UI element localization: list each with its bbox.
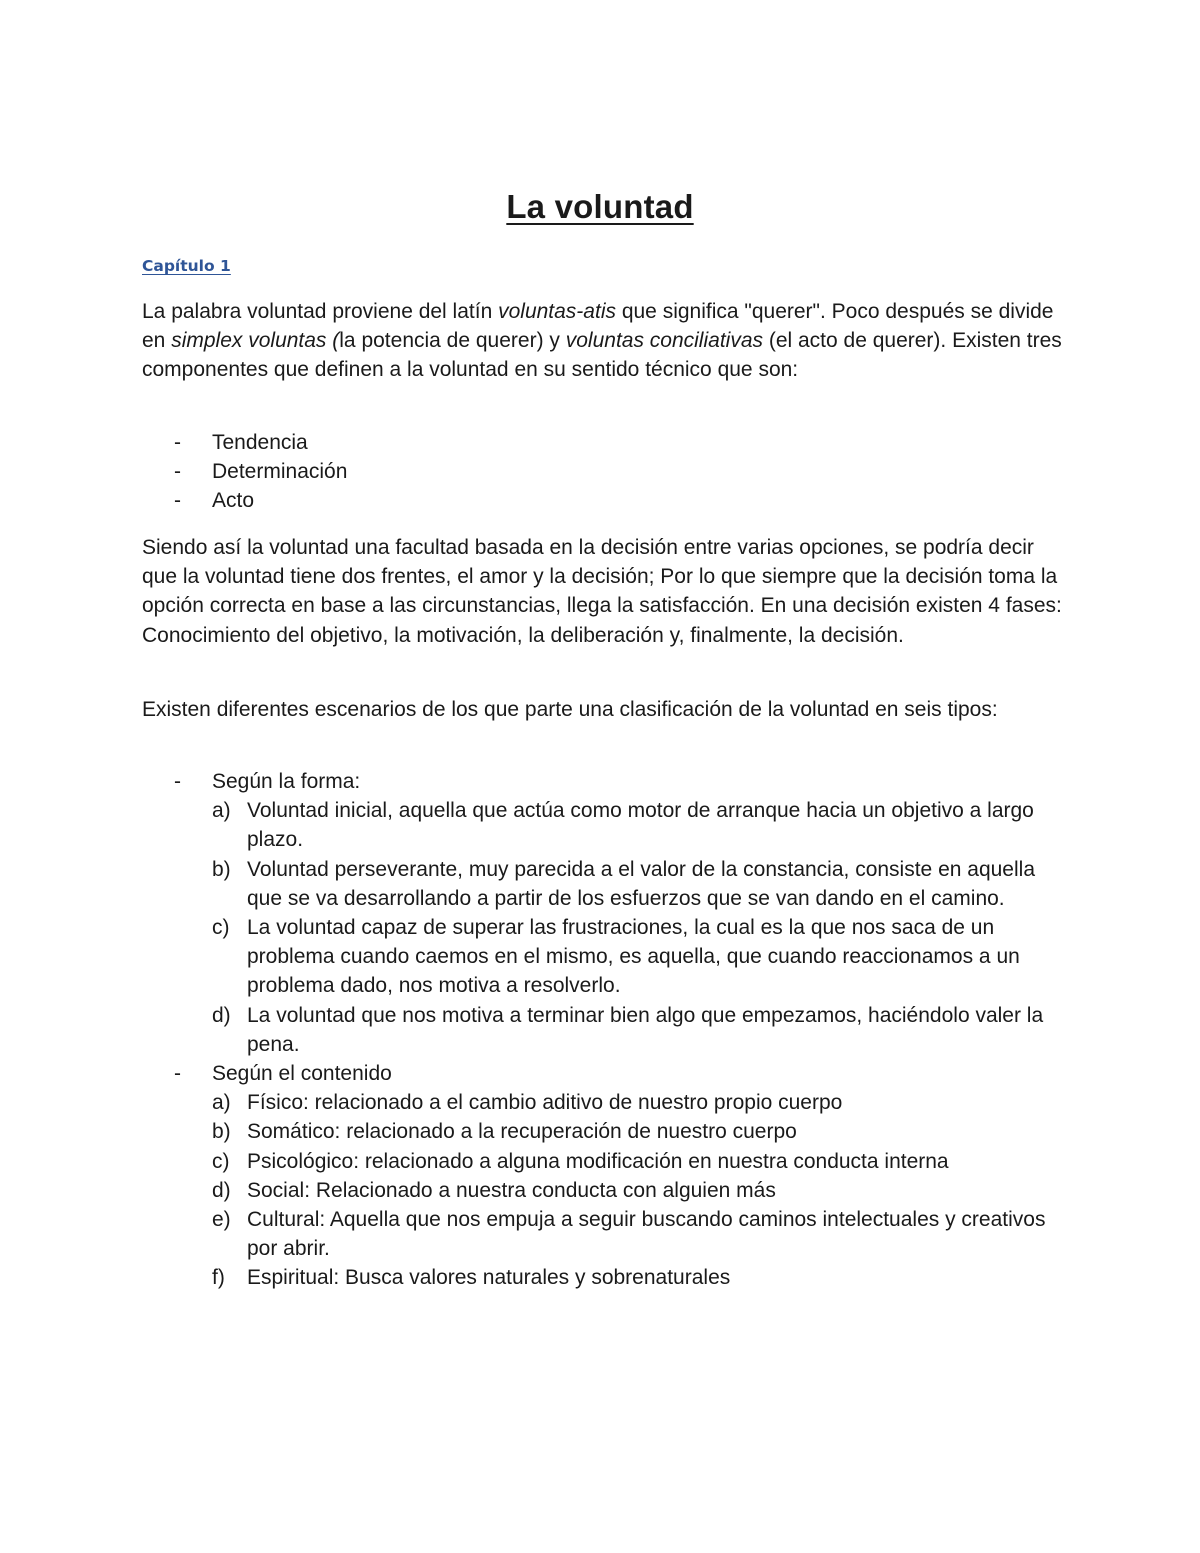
intro-text-3: la potencia de querer) y [339, 329, 566, 353]
list-item-text: Acto [212, 489, 255, 513]
sub-list [212, 1088, 1072, 1292]
sub-list-item [212, 1263, 1072, 1292]
sub-list-item [212, 1205, 1072, 1263]
sub-item-marker: a) [212, 799, 231, 823]
sub-list-item [212, 855, 1072, 913]
list-item [142, 486, 1072, 515]
sub-item-marker: b) [212, 857, 231, 881]
sub-item-text: Social: Relacionado a nuestra conducta con alguien más [247, 1178, 776, 1202]
list-item-text: Tendencia [212, 431, 308, 454]
sub-item-text: Voluntad perseverante, muy parecida a el valor de la constancia, consiste en aquella que se va desarrollando a partir de los esfuerzos que se van dando en el camino. [247, 857, 1035, 910]
components-list [142, 428, 1072, 516]
intro-italic-3: voluntas conciliativas [565, 329, 763, 353]
sub-list-item [212, 796, 1072, 854]
sub-item-marker: c) [212, 1149, 230, 1173]
sub-item-text: Físico: relacionado a el cambio aditivo de nuestro propio cuerpo [247, 1091, 843, 1115]
dash-marker: - [174, 489, 181, 513]
sub-item-text: Espiritual: Busca valores naturales y sobrenaturales [247, 1266, 731, 1290]
sub-list-item [212, 913, 1072, 1001]
sub-list-item [212, 1001, 1072, 1059]
list-item [142, 1059, 1072, 1293]
sub-item-text: Voluntad inicial, aquella que actúa como motor de arranque hacia un objetivo a largo plazo. [247, 799, 1034, 852]
intro-paragraph [142, 297, 1072, 385]
list-item-heading: Según la forma: [212, 770, 361, 793]
document-title: La voluntad [506, 188, 694, 225]
sub-item-marker: e) [212, 1208, 231, 1232]
sub-list [212, 796, 1072, 1059]
sub-item-text: La voluntad capaz de superar las frustraciones, la cual es la que nos saca de un problema cuando caemos en el mismo, es aquella, que cuando reaccionamos a un problema dado, nos motiva a resolverlo. [247, 916, 1020, 998]
sub-list-item [212, 1088, 1072, 1117]
sub-item-text: La voluntad que nos motiva a terminar bien algo que empezamos, haciéndolo valer la pena. [247, 1003, 1044, 1056]
sub-item-text: Cultural: Aquella que nos empuja a seguir buscando caminos intelectuales y creativos por abrir. [247, 1208, 1046, 1261]
classification-intro-paragraph: Existen diferentes escenarios de los que parte una clasificación de la voluntad en seis tipos: [142, 698, 998, 721]
sub-list-item [212, 1176, 1072, 1205]
sub-item-marker: d) [212, 1178, 231, 1202]
intro-italic-1: voluntas-atis [498, 300, 616, 323]
classification-list [142, 767, 1072, 1293]
list-item [142, 767, 1072, 1059]
sub-list-item [212, 1147, 1072, 1176]
list-item-heading: Según el contenido [212, 1062, 392, 1086]
sub-item-marker: d) [212, 1003, 231, 1027]
list-item-text: Determinación [212, 460, 348, 484]
list-item [142, 428, 1072, 457]
intro-text-4: (el acto de querer). Existen tres componentes que definen a la voluntad en su sentido técnico que son: [142, 329, 1062, 382]
dash-marker: - [174, 431, 181, 454]
sub-item-marker: b) [212, 1120, 231, 1144]
dash-marker: - [174, 770, 181, 793]
chapter-heading: Capítulo 1 [142, 257, 231, 275]
sub-item-marker: c) [212, 916, 230, 940]
sub-item-text: Psicológico: relacionado a alguna modificación en nuestra conducta interna [247, 1149, 949, 1173]
intro-text-2: que significa "querer". Poco después se divide en [142, 300, 1054, 353]
sub-list-item [212, 1117, 1072, 1146]
sub-item-marker: f) [212, 1266, 225, 1290]
dash-marker: - [174, 1062, 181, 1086]
decision-paragraph: Siendo así la voluntad una facultad basada en la decisión entre varias opciones, se podría decir que la voluntad tiene dos frentes, el amor y la decisión; Por lo que siempre que la decisión toma la opción correcta en base a las circunstancias, llega la satisfacción. En una decisión existen 4 fases: Conocimiento del objetivo, la motivación, la deliberación y, finalmente, la decisión. [142, 536, 1062, 647]
sub-item-text: Somático: relacionado a la recuperación de nuestro cuerpo [247, 1120, 797, 1144]
list-item [142, 457, 1072, 486]
intro-text-1: La palabra voluntad proviene del latín [142, 300, 499, 323]
intro-italic-2: simplex voluntas ( [171, 329, 340, 353]
dash-marker: - [174, 460, 181, 484]
sub-item-marker: a) [212, 1091, 231, 1115]
